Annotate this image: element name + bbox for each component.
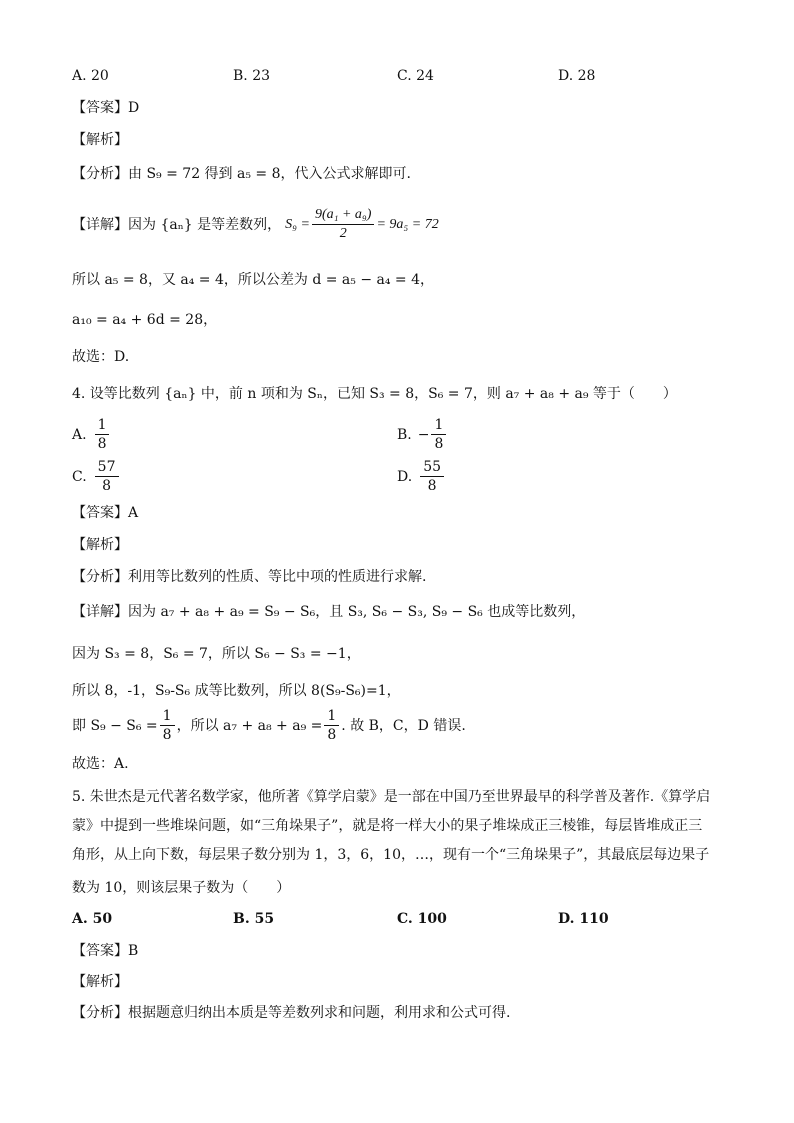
q3-option-c: C. 24 bbox=[397, 68, 434, 84]
q4-line3: 所以 8，-1，S₉-S₆ 成等比数列，所以 8(S₉-S₆)=1， bbox=[72, 683, 401, 699]
q4-line4-middle: ，所以 a₇ + a₈ + a₉ = bbox=[176, 717, 323, 734]
q4-answer: 【答案】A bbox=[72, 505, 139, 521]
q5-analysis: 【分析】根据题意归纳出本质是等差数列求和问题，利用求和公式可得. bbox=[72, 1005, 511, 1021]
q4-line4-fraction-2-numerator: 1 bbox=[324, 707, 339, 726]
q4-option-b-label: B. bbox=[397, 426, 412, 443]
q4-option-c-fraction bbox=[95, 458, 119, 495]
q5-stem-line2: 蒙》中提到一些堆垛问题，如“三角垛果子”，就是将一样大小的果子堆垛成正三棱锥，每层皆堆成正三 bbox=[72, 818, 703, 834]
q4-line4-end: . 故 B，C，D 错误. bbox=[341, 717, 466, 734]
q3-fraction-numerator: 9(a₁ + a₉) bbox=[312, 206, 375, 225]
q4-option-d bbox=[397, 458, 446, 495]
q4-option-d-fraction bbox=[420, 458, 444, 495]
q3-choose: 故选：D. bbox=[72, 349, 130, 365]
q4-line4-start: 即 S₉ − S₆ = bbox=[72, 717, 158, 734]
q3-detail-lhs: S₉ = bbox=[285, 216, 310, 232]
q4-option-b-numerator: 1 bbox=[431, 416, 446, 435]
q4-option-a-label: A. bbox=[72, 426, 87, 443]
q4-option-c bbox=[72, 458, 121, 495]
q3-analysis-heading: 【解析】 bbox=[72, 132, 128, 148]
q4-option-c-denominator: 8 bbox=[102, 478, 112, 494]
q5-option-d: D. 110 bbox=[558, 911, 609, 927]
q4-option-a-denominator: 8 bbox=[97, 436, 107, 452]
q4-option-a-numerator: 1 bbox=[95, 416, 110, 435]
q4-line4-fraction-1-numerator: 1 bbox=[160, 707, 175, 726]
q3-line3: a₁₀ = a₄ + 6d = 28， bbox=[72, 312, 218, 328]
q4-choose: 故选：A. bbox=[72, 756, 129, 772]
q4-line2: 因为 S₃ = 8，S₆ = 7，所以 S₆ − S₃ = −1， bbox=[72, 646, 361, 662]
q4-line4-fraction-1-denominator: 8 bbox=[162, 727, 172, 743]
q3-detail-fraction bbox=[312, 206, 375, 243]
q3-option-b: B. 23 bbox=[233, 68, 271, 84]
q4-option-b bbox=[397, 416, 448, 453]
q4-option-a-fraction bbox=[95, 416, 110, 453]
q3-detail-text: 【详解】因为 {aₙ} 是等差数列， bbox=[72, 216, 282, 233]
q5-option-c: C. 100 bbox=[397, 911, 447, 927]
q4-option-d-numerator: 55 bbox=[420, 458, 444, 477]
q4-line4-fraction-2 bbox=[324, 707, 339, 744]
q4-line4 bbox=[72, 707, 466, 744]
q3-detail bbox=[72, 206, 439, 243]
q3-fraction-denominator: 2 bbox=[339, 226, 347, 241]
q4-option-a bbox=[72, 416, 111, 453]
q4-detail: 【详解】因为 a₇ + a₈ + a₉ = S₉ − S₆，且 S₃, S₆ − S₃, S₉ − S₆ 也成等比数列， bbox=[72, 604, 586, 620]
q3-line2: 所以 a₅ = 8，又 a₄ = 4，所以公差为 d = a₅ − a₄ = 4， bbox=[72, 272, 435, 288]
q5-stem-line1: 5. 朱世杰是元代著名数学家，他所著《算学启蒙》是一部在中国乃至世界最早的科学普及著作.《算学启 bbox=[72, 789, 711, 805]
q4-stem: 4. 设等比数列 {aₙ} 中，前 n 项和为 Sₙ，已知 S₃ = 8，S₆ = 7，则 a₇ + a₈ + a₉ 等于（ ） bbox=[72, 386, 677, 402]
q4-line4-fraction-1 bbox=[160, 707, 175, 744]
q3-option-d: D. 28 bbox=[558, 68, 596, 84]
q4-option-d-label: D. bbox=[397, 468, 413, 485]
q4-option-b-sign: − bbox=[417, 426, 430, 443]
q5-answer: 【答案】B bbox=[72, 943, 139, 959]
q5-stem-line3: 角形，从上向下数，每层果子数分别为 1，3，6，10，…，现有一个“三角垛果子”，其最底层每边果子 bbox=[72, 847, 710, 863]
q4-option-b-denominator: 8 bbox=[434, 436, 444, 452]
q3-answer: 【答案】D bbox=[72, 100, 140, 116]
q3-detail-rhs: = 9a₅ = 72 bbox=[376, 216, 439, 232]
q4-option-c-numerator: 57 bbox=[95, 458, 119, 477]
q5-analysis-heading: 【解析】 bbox=[72, 974, 128, 990]
q4-option-c-label: C. bbox=[72, 468, 87, 485]
q3-analysis: 【分析】由 S₉ = 72 得到 a₅ = 8，代入公式求解即可. bbox=[72, 166, 411, 182]
q4-analysis-heading: 【解析】 bbox=[72, 537, 128, 553]
q5-option-a: A. 50 bbox=[72, 911, 113, 927]
q4-analysis: 【分析】利用等比数列的性质、等比中项的性质进行求解. bbox=[72, 569, 427, 585]
q5-stem-line4: 数为 10，则该层果子数为（ ） bbox=[72, 880, 291, 896]
q4-option-b-fraction bbox=[431, 416, 446, 453]
q4-option-d-denominator: 8 bbox=[427, 478, 437, 494]
q3-option-a: A. 20 bbox=[72, 68, 109, 84]
q4-line4-fraction-2-denominator: 8 bbox=[327, 727, 337, 743]
q5-option-b: B. 55 bbox=[233, 911, 275, 927]
